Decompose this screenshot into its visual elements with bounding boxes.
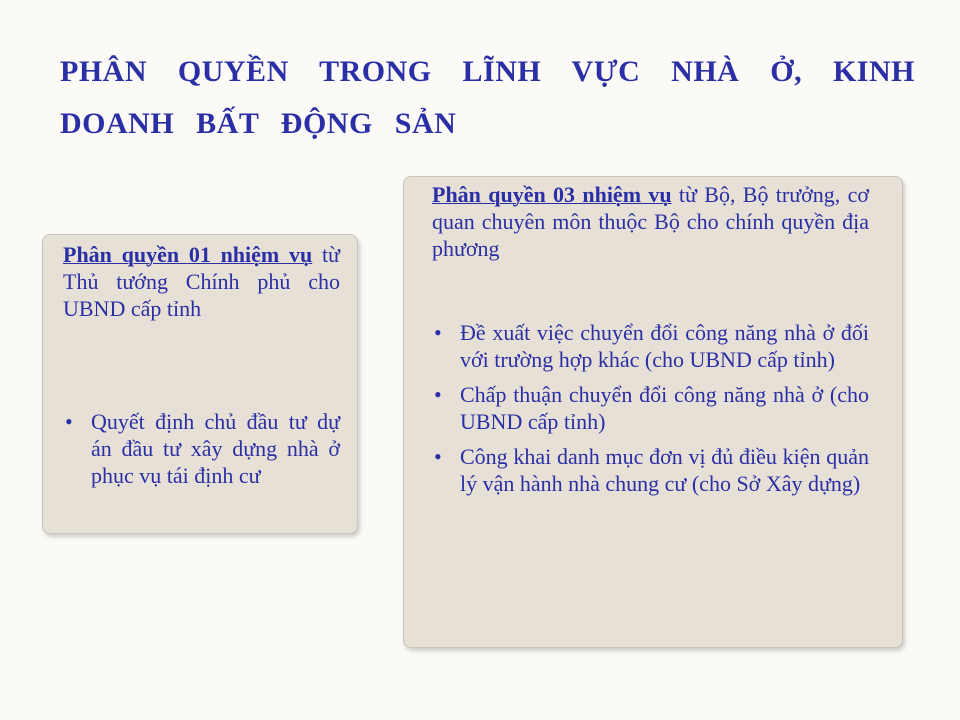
left-card-bullet-list [61,408,340,489]
right-card [403,176,903,648]
right-card-bullet-list [430,319,869,497]
left-card-heading-bold: Phân quyền 01 nhiệm vụ [63,242,313,267]
right-card-heading-rest: từ Bộ, Bộ trưởng, cơ quan chuyên môn thuộc Bộ cho chính quyền địa phương [432,182,869,261]
slide-title: PHÂN QUYỀN TRONG LĨNH VỰC NHÀ Ở, KINH DOANH BẤT ĐỘNG SẢN [60,55,915,140]
left-card-heading [61,241,340,322]
list-item: • Chấp thuận chuyển đổi công năng nhà ở (cho UBND cấp tỉnh) [430,381,869,435]
list-item: • Công khai danh mục đơn vị đủ điều kiện quản lý vận hành nhà chung cư (cho Sở Xây dựng) [430,443,869,497]
left-card-heading-rest: từ Thủ tướng Chính phủ cho UBND cấp tỉnh [63,242,340,321]
list-item: • Quyết định chủ đầu tư dự án đầu tư xây dựng nhà ở phục vụ tái định cư [61,408,340,489]
list-item: • Đề xuất việc chuyển đổi công năng nhà ở đối với trường hợp khác (cho UBND cấp tỉnh) [430,319,869,373]
right-card-heading [430,181,869,262]
right-card-heading-bold: Phân quyền 03 nhiệm vụ [432,182,672,207]
left-card [42,234,358,534]
